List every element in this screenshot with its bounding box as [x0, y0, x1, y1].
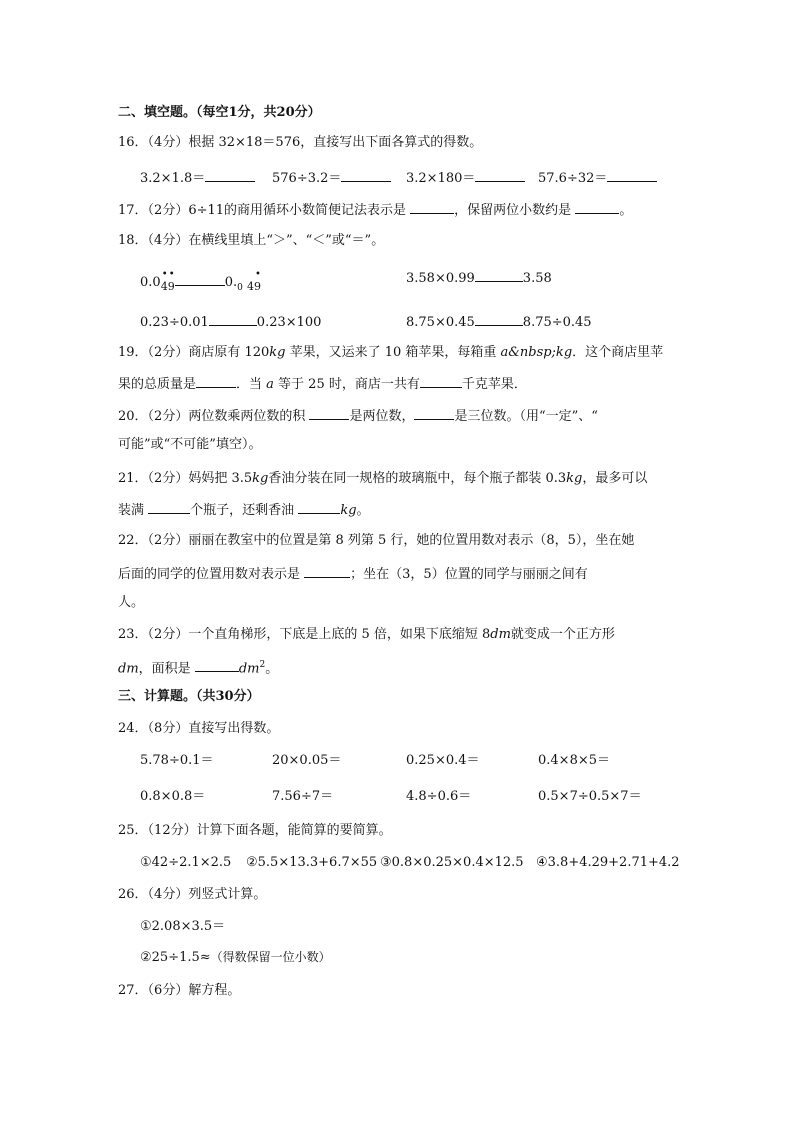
answer-blank[interactable]	[410, 200, 454, 214]
answer-blank[interactable]	[148, 500, 190, 514]
q16-text: 16．（4分）根据 32×18＝576，直接写出下面各算式的得数。	[118, 135, 483, 150]
q22-line-2: 后面的同学的位置用数对表示是 ；坐在（3，5）位置的同学与丽丽之间有	[118, 564, 588, 584]
q24-text: 24．（8分）直接写出得数。	[118, 721, 280, 736]
repeating-digit: • 9	[253, 269, 261, 293]
q24-item: 5.78÷0.1＝	[140, 753, 214, 768]
q18-text: 18．（4分）在横线里填上“＞”、“＜”或“＝”。	[118, 233, 385, 248]
q18-compare-1: 0.0 • 4 • 9 $0._0$ $_4$ • 9	[140, 272, 261, 293]
answer-blank[interactable]	[475, 312, 523, 326]
q16-item-1: 3.2×1.8＝	[140, 168, 255, 188]
q17-text: 17．（2分）6÷11的商用循环小数简便记法表示是 ，保留两位小数约是 。	[118, 200, 632, 220]
q16-item-3: 3.2×180＝	[406, 168, 525, 188]
q18-compare-4: 8.75×0.45 8.75÷0.45	[406, 312, 592, 332]
q25-item-2: ②5.5×13.3+6.7×55	[246, 855, 378, 870]
answer-blank[interactable]	[196, 374, 236, 388]
q16-item-4: 57.6÷32＝	[538, 168, 657, 188]
q21-line-2: 装满 个瓶子，还剩香油 kg。	[118, 500, 370, 520]
q24-item: 0.4×8×5＝	[538, 753, 611, 768]
q19-line-2: 果的总质量是 ．当 a 等于 25 时，商店一共有 千克苹果．	[118, 374, 527, 394]
section-3-title: 三、计算题。（共30分）	[118, 689, 260, 704]
answer-blank[interactable]	[475, 168, 525, 182]
answer-blank[interactable]	[205, 168, 255, 182]
section-2-title: 二、填空题。（每空1分，共20分）	[118, 105, 321, 120]
q23-line-1: 23．（2分）一个直角梯形，下底是上底的 5 倍，如果下底缩短 8dm就变成一个正方形	[118, 627, 615, 642]
q25-item-1: ①42÷2.1×2.5	[140, 855, 232, 870]
answer-blank[interactable]	[309, 406, 349, 420]
repeating-digit: • 9	[167, 269, 175, 293]
q20-line-1: 20．（2分）两位数乘两位数的积 是两位数， 是三位数。（用“一定”、“	[118, 406, 598, 426]
q25-item-4: ④3.8+4.29+2.71+4.2	[536, 855, 680, 870]
q25-item-3: ③0.8×0.25×0.4×12.5	[380, 855, 524, 870]
q24-item: 0.5×7÷0.5×7＝	[538, 789, 642, 804]
q26-item-1: ①2.08×3.5＝	[140, 919, 226, 934]
q24-item: 20×0.05＝	[272, 753, 342, 768]
q22-line-1: 22．（2分）丽丽在教室中的位置是第 8 列第 5 行，她的位置用数对表示（8，5），坐在她	[118, 533, 635, 548]
q16-item-2: 576÷3.2＝	[272, 168, 391, 188]
answer-blank[interactable]	[298, 500, 340, 514]
repeating-digit: • 4	[160, 269, 168, 293]
answer-blank[interactable]	[420, 374, 462, 388]
q18-compare-2: 3.58×0.99 3.58	[406, 268, 552, 288]
q24-item: 0.8×0.8＝	[140, 789, 206, 804]
answer-blank[interactable]	[175, 272, 225, 286]
answer-blank[interactable]	[607, 168, 657, 182]
q25-text: 25．（12分）计算下面各题，能简算的要简算。	[118, 823, 392, 838]
q26-item-2: ②25÷1.5≈（得数保留一位小数）	[140, 950, 331, 965]
q19-line-1: 19．（2分）商店原有 120kg 苹果，又运来了 10 箱苹果，每箱重 a&nbsp;kg．这个商店里苹	[118, 345, 664, 360]
q24-item: 4.8÷0.6＝	[406, 789, 472, 804]
q20-line-2: 可能”或“不可能”填空）。	[118, 437, 262, 452]
answer-blank[interactable]	[304, 564, 350, 578]
q23-line-2: dm，面积是 $dm^2$。	[118, 660, 279, 677]
answer-blank[interactable]	[575, 200, 619, 214]
answer-blank[interactable]	[414, 406, 454, 420]
q26-text: 26．（4分）列竖式计算。	[118, 887, 267, 902]
q27-text: 27．（6分）解方程。	[118, 983, 241, 998]
answer-blank[interactable]	[341, 168, 391, 182]
q21-line-1: 21．（2分）妈妈把 3.5kg香油分装在同一规格的玻璃瓶中，每个瓶子都装 0.3kg，最多可以	[118, 471, 648, 486]
q18-compare-3: 0.23÷0.01 0.23×100	[140, 312, 321, 332]
answer-blank[interactable]	[209, 312, 257, 326]
q24-item: 7.56÷7＝	[272, 789, 334, 804]
q24-item: 0.25×0.4＝	[406, 753, 480, 768]
q22-line-3: 人。	[118, 595, 145, 610]
answer-blank[interactable]	[195, 658, 239, 672]
answer-blank[interactable]	[475, 268, 523, 282]
